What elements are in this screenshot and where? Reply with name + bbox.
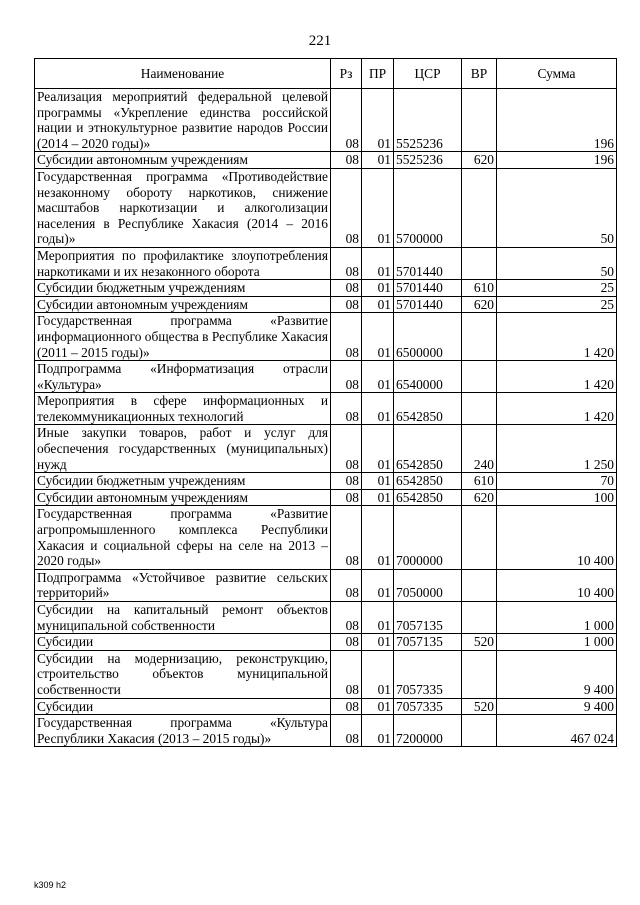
- footer-code: k309 h2: [34, 880, 67, 890]
- cell-sum: 25: [497, 296, 617, 313]
- cell-name: Субсидии на модернизацию, реконструкцию, строительство объектов муниципальной собственности: [35, 650, 331, 698]
- cell-csr: 6500000: [394, 313, 462, 361]
- cell-sum: 1 000: [497, 634, 617, 651]
- cell-sum: 1 420: [497, 313, 617, 361]
- cell-pr: 01: [362, 247, 394, 279]
- cell-sum: 25: [497, 280, 617, 297]
- cell-csr: 7057135: [394, 602, 462, 634]
- cell-rz: 08: [331, 473, 362, 490]
- cell-name: Субсидии автономным учреждениям: [35, 489, 331, 506]
- cell-rz: 08: [331, 489, 362, 506]
- table-row: [35, 247, 617, 279]
- cell-pr: 01: [362, 393, 394, 425]
- table-body: [35, 89, 617, 747]
- cell-csr: 6542850: [394, 425, 462, 473]
- cell-name: Государственная программа «Культура Республики Хакасия (2013 – 2015 годы)»: [35, 715, 331, 747]
- cell-pr: 01: [362, 650, 394, 698]
- cell-rz: 08: [331, 393, 362, 425]
- cell-sum: 1 250: [497, 425, 617, 473]
- cell-sum: 9 400: [497, 650, 617, 698]
- table-row: [35, 425, 617, 473]
- header-sum: Сумма: [497, 59, 617, 89]
- cell-vr: [462, 715, 497, 747]
- table-row: [35, 313, 617, 361]
- table-header-row: [35, 59, 617, 89]
- cell-vr: [462, 650, 497, 698]
- cell-pr: 01: [362, 296, 394, 313]
- cell-rz: 08: [331, 506, 362, 569]
- cell-rz: 08: [331, 634, 362, 651]
- cell-name: Государственная программа «Противодействие незаконному обороту наркотиков, снижение масштабов наркотизации и алкоголизации населения в Республике Хакасия (2014 – 2016 годы)»: [35, 168, 331, 247]
- cell-name: Субсидии бюджетным учреждениям: [35, 473, 331, 490]
- cell-name: Субсидии автономным учреждениям: [35, 152, 331, 169]
- cell-sum: 10 400: [497, 569, 617, 601]
- cell-csr: 7000000: [394, 506, 462, 569]
- cell-name: Субсидии: [35, 634, 331, 651]
- cell-csr: 7057335: [394, 698, 462, 715]
- cell-sum: 1 420: [497, 361, 617, 393]
- cell-pr: 01: [362, 89, 394, 152]
- cell-rz: 08: [331, 569, 362, 601]
- budget-table: [34, 58, 617, 747]
- cell-vr: [462, 313, 497, 361]
- cell-vr: [462, 506, 497, 569]
- cell-rz: 08: [331, 296, 362, 313]
- cell-pr: 01: [362, 473, 394, 490]
- cell-csr: 6540000: [394, 361, 462, 393]
- cell-csr: 7050000: [394, 569, 462, 601]
- table-row: [35, 168, 617, 247]
- cell-pr: 01: [362, 361, 394, 393]
- cell-pr: 01: [362, 715, 394, 747]
- cell-vr: [462, 89, 497, 152]
- cell-csr: 6542850: [394, 489, 462, 506]
- cell-rz: 08: [331, 313, 362, 361]
- header-rz: Рз: [331, 59, 362, 89]
- cell-rz: 08: [331, 168, 362, 247]
- cell-name: Субсидии автономным учреждениям: [35, 296, 331, 313]
- cell-csr: 7200000: [394, 715, 462, 747]
- cell-name: Субсидии бюджетным учреждениям: [35, 280, 331, 297]
- cell-csr: 5701440: [394, 296, 462, 313]
- cell-vr: 620: [462, 296, 497, 313]
- cell-pr: 01: [362, 489, 394, 506]
- cell-vr: [462, 361, 497, 393]
- table-row: [35, 569, 617, 601]
- cell-csr: 5525236: [394, 152, 462, 169]
- cell-csr: 5701440: [394, 280, 462, 297]
- cell-sum: 70: [497, 473, 617, 490]
- cell-rz: 08: [331, 152, 362, 169]
- cell-name: Государственная программа «Развитие информационного общества в Республике Хакасия (2011 – 2015 годы)»: [35, 313, 331, 361]
- cell-rz: 08: [331, 280, 362, 297]
- table-row: [35, 506, 617, 569]
- table-row: [35, 393, 617, 425]
- cell-sum: 50: [497, 168, 617, 247]
- cell-pr: 01: [362, 506, 394, 569]
- cell-name: Мероприятия по профилактике злоупотребления наркотиками и их незаконного оборота: [35, 247, 331, 279]
- cell-vr: [462, 168, 497, 247]
- cell-name: Иные закупки товаров, работ и услуг для обеспечения государственных (муниципальных) нужд: [35, 425, 331, 473]
- cell-name: Мероприятия в сфере информационных и телекоммуникационных технологий: [35, 393, 331, 425]
- cell-pr: 01: [362, 425, 394, 473]
- cell-vr: [462, 247, 497, 279]
- cell-vr: [462, 602, 497, 634]
- header-name: Наименование: [35, 59, 331, 89]
- cell-rz: 08: [331, 425, 362, 473]
- cell-vr: 620: [462, 489, 497, 506]
- cell-vr: [462, 569, 497, 601]
- cell-name: Субсидии на капитальный ремонт объектов муниципальной собственности: [35, 602, 331, 634]
- table-row: [35, 489, 617, 506]
- table-row: [35, 602, 617, 634]
- cell-pr: 01: [362, 634, 394, 651]
- cell-csr: 7057335: [394, 650, 462, 698]
- header-vr: ВР: [462, 59, 497, 89]
- cell-rz: 08: [331, 698, 362, 715]
- cell-vr: 610: [462, 280, 497, 297]
- cell-name: Подпрограмма «Устойчивое развитие сельских территорий»: [35, 569, 331, 601]
- table-row: [35, 280, 617, 297]
- cell-sum: 196: [497, 152, 617, 169]
- cell-pr: 01: [362, 602, 394, 634]
- cell-pr: 01: [362, 280, 394, 297]
- table-row: [35, 698, 617, 715]
- table-row: [35, 89, 617, 152]
- table-row: [35, 296, 617, 313]
- cell-csr: 5700000: [394, 168, 462, 247]
- cell-pr: 01: [362, 698, 394, 715]
- cell-csr: 7057135: [394, 634, 462, 651]
- cell-vr: 240: [462, 425, 497, 473]
- cell-vr: 620: [462, 152, 497, 169]
- cell-csr: 6542850: [394, 393, 462, 425]
- cell-name: Государственная программа «Развитие агропромышленного комплекса Республики Хакасия и социальной сферы на селе на 2013 – 2020 годы»: [35, 506, 331, 569]
- cell-sum: 1 000: [497, 602, 617, 634]
- cell-name: Подпрограмма «Информатизация отрасли «Культура»: [35, 361, 331, 393]
- cell-pr: 01: [362, 168, 394, 247]
- cell-sum: 1 420: [497, 393, 617, 425]
- cell-rz: 08: [331, 247, 362, 279]
- cell-sum: 9 400: [497, 698, 617, 715]
- cell-sum: 196: [497, 89, 617, 152]
- cell-sum: 50: [497, 247, 617, 279]
- page-number: 221: [308, 33, 332, 49]
- cell-sum: 10 400: [497, 506, 617, 569]
- table-row: [35, 152, 617, 169]
- header-csr: ЦСР: [394, 59, 462, 89]
- cell-rz: 08: [331, 89, 362, 152]
- cell-name: Реализация мероприятий федеральной целевой программы «Укрепление единства российской нации и этнокультурное развитие народов России (2014 – 2020 годы)»: [35, 89, 331, 152]
- cell-sum: 100: [497, 489, 617, 506]
- table-row: [35, 473, 617, 490]
- table-row: [35, 715, 617, 747]
- cell-rz: 08: [331, 361, 362, 393]
- cell-pr: 01: [362, 313, 394, 361]
- cell-rz: 08: [331, 602, 362, 634]
- cell-csr: 5701440: [394, 247, 462, 279]
- cell-csr: 5525236: [394, 89, 462, 152]
- cell-vr: [462, 393, 497, 425]
- cell-pr: 01: [362, 569, 394, 601]
- cell-csr: 6542850: [394, 473, 462, 490]
- table-row: [35, 634, 617, 651]
- header-pr: ПР: [362, 59, 394, 89]
- cell-rz: 08: [331, 650, 362, 698]
- cell-pr: 01: [362, 152, 394, 169]
- table-row: [35, 650, 617, 698]
- table-row: [35, 361, 617, 393]
- cell-sum: 467 024: [497, 715, 617, 747]
- cell-name: Субсидии: [35, 698, 331, 715]
- cell-vr: 520: [462, 634, 497, 651]
- cell-rz: 08: [331, 715, 362, 747]
- cell-vr: 610: [462, 473, 497, 490]
- cell-vr: 520: [462, 698, 497, 715]
